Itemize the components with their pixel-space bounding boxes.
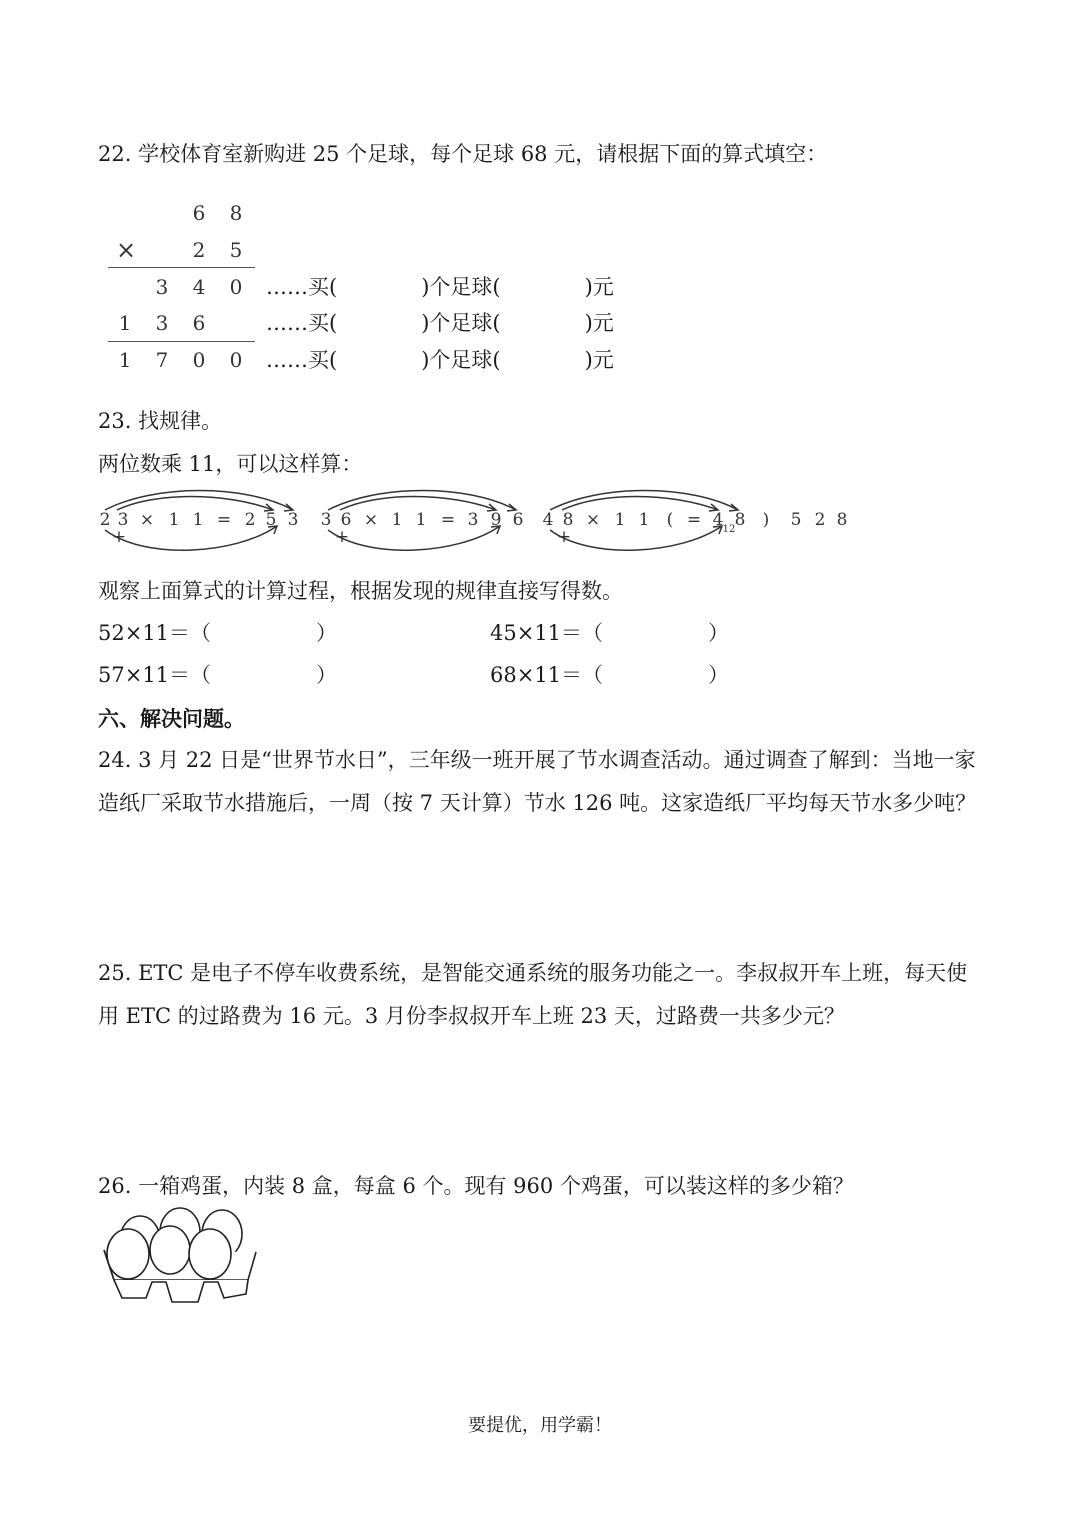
- question-26-text: 26. 一箱鸡蛋，内装 8 盒，每盒 6 个。现有 960 个鸡蛋，可以装这样的多少箱？: [98, 1174, 854, 1198]
- question-25-line-1: 25. ETC 是电子不停车收费系统，是智能交通系统的服务功能之一。李叔叔开车上班，每天使: [98, 961, 968, 985]
- footer-slogan: 要提优，用学霸！: [468, 1415, 612, 1436]
- token: ×: [139, 510, 155, 530]
- token: 3: [287, 510, 299, 530]
- exercise-57x11[interactable]: 57×11＝（ ）: [98, 663, 338, 687]
- digit: 2: [192, 238, 206, 262]
- token: 2: [244, 510, 256, 530]
- token: 4: [712, 510, 724, 530]
- token: 8: [734, 510, 746, 530]
- digit: 4: [192, 275, 206, 299]
- digit: 3: [155, 275, 169, 299]
- fill-blank-line[interactable]: ……买( )个足球( )元: [266, 311, 614, 335]
- question-23-intro: 两位数乘 11，可以这样算：: [98, 452, 363, 476]
- token: =: [686, 510, 702, 530]
- digit: 0: [229, 275, 243, 299]
- token: 8: [562, 510, 574, 530]
- digit: 6: [192, 201, 206, 225]
- token: 8: [836, 510, 848, 530]
- egg-carton-illustration: [100, 1210, 260, 1310]
- exercise-52x11[interactable]: 52×11＝（ ）: [98, 621, 338, 645]
- digit: 0: [192, 348, 206, 372]
- exercise-68x11[interactable]: 68×11＝（ ）: [490, 663, 730, 687]
- token: 6: [512, 510, 524, 530]
- exercise-45x11[interactable]: 45×11＝（ ）: [490, 621, 730, 645]
- fill-blank-line[interactable]: ……买( )个足球( )元: [266, 348, 614, 372]
- token: 1: [614, 510, 626, 530]
- token: 2: [814, 510, 826, 530]
- section-heading: 六、解决问题。: [98, 706, 245, 731]
- plus-sign: +: [556, 527, 572, 547]
- fill-blank-line[interactable]: ……买( )个足球( )元: [266, 275, 614, 299]
- question-24-line-2: 造纸厂采取节水措施后，一周（按 7 天计算）节水 126 吨。这家造纸厂平均每天节水多少吨？: [98, 791, 977, 815]
- token: ×: [363, 510, 379, 530]
- token: 3: [467, 510, 479, 530]
- token: 4: [542, 510, 554, 530]
- digit: 3: [155, 311, 169, 335]
- token: =: [216, 510, 232, 530]
- question-25-line-2: 用 ETC 的过路费为 16 元。3 月份李叔叔开车上班 23 天，过路费一共多少元？: [98, 1004, 845, 1028]
- token: 1: [168, 510, 180, 530]
- multiply-sign: ×: [116, 236, 137, 264]
- plus-sign: +: [111, 527, 127, 547]
- observe-instruction: 观察上面算式的计算过程，根据发现的规律直接写得数。: [98, 579, 623, 603]
- token: 1: [638, 510, 650, 530]
- token: 9: [490, 510, 502, 530]
- question-23-title: 23. 找规律。: [98, 409, 223, 433]
- token: ): [762, 510, 770, 530]
- token: 2: [99, 510, 111, 530]
- token: (: [666, 510, 674, 530]
- digit: 0: [229, 348, 243, 372]
- plus-sign: +: [334, 527, 350, 547]
- digit: 8: [229, 201, 243, 225]
- digit: 1: [118, 311, 132, 335]
- token: 1: [415, 510, 427, 530]
- digit: 5: [229, 238, 243, 262]
- token: 5: [265, 510, 277, 530]
- rule-line: [108, 267, 255, 268]
- carry-label: 12: [722, 524, 736, 535]
- token: ×: [585, 510, 601, 530]
- token: 6: [340, 510, 352, 530]
- token: 3: [320, 510, 332, 530]
- token: 5: [790, 510, 802, 530]
- digit: 1: [118, 348, 132, 372]
- question-24-line-1: 24. 3 月 22 日是“世界节水日”，三年级一班开展了节水调查活动。通过调查了解到：当地一家: [98, 748, 976, 772]
- token: 3: [117, 510, 129, 530]
- digit: 7: [155, 348, 169, 372]
- token: 1: [192, 510, 204, 530]
- rule-line: [108, 341, 255, 342]
- question-22-text: 22. 学校体育室新购进 25 个足球，每个足球 68 元，请根据下面的算式填空：: [98, 142, 828, 166]
- token: =: [440, 510, 456, 530]
- digit: 6: [192, 311, 206, 335]
- token: 1: [391, 510, 403, 530]
